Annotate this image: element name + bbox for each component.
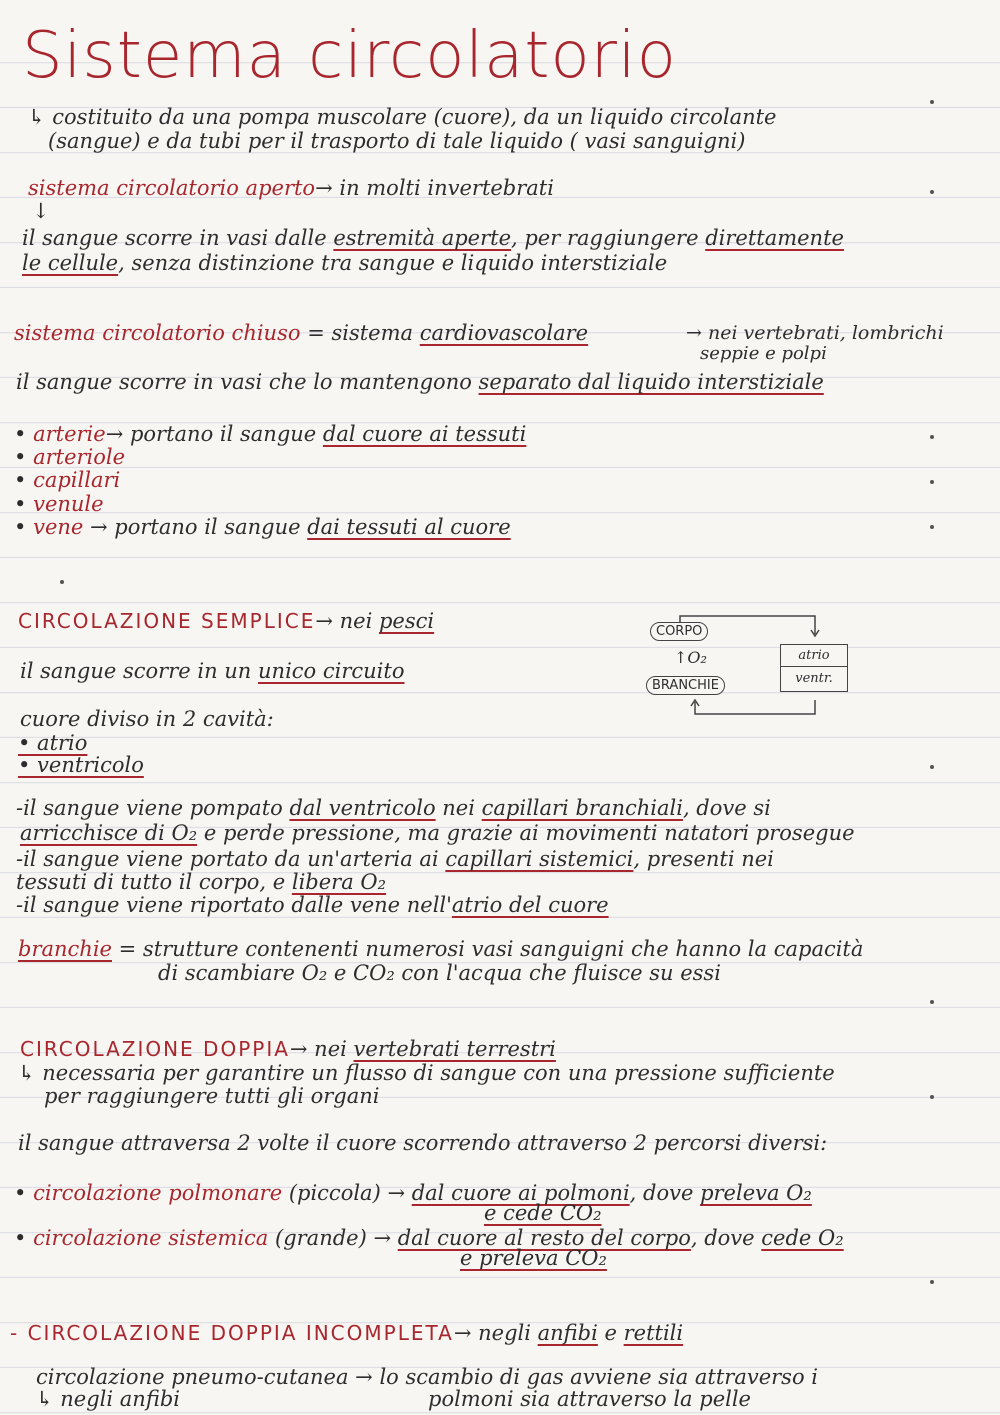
incomplete-heading-line: - CIRCOLAZIONE DOPPIA INCOMPLETA→ negli anfibi e rettili	[10, 1321, 684, 1345]
page-title: Sistema circolatorio	[22, 19, 677, 93]
margin-dot	[930, 100, 934, 104]
o2-label: ↑O₂	[674, 648, 707, 667]
open-system-desc-1: il sangue scorre in vasi dalle estremità aperte, per raggiungere direttamente	[22, 226, 844, 250]
simple-para-2: arricchisce di O₂ e perde pressione, ma grazie ai movimenti natatori prosegue	[20, 821, 855, 845]
open-system-line	[28, 175, 554, 201]
margin-dot	[930, 480, 934, 484]
atrio-box: atrio	[780, 644, 848, 668]
margin-dot	[930, 435, 934, 439]
simple-heading-line: CIRCOLAZIONE SEMPLICE→ nei pesci	[18, 609, 435, 633]
double-heading-line: CIRCOLAZIONE DOPPIA→ nei vertebrati terrestri	[20, 1037, 556, 1061]
systemic-line: • circolazione sistemica (grande) → dal cuore al resto del corpo, dove cede O₂	[14, 1226, 844, 1250]
vessel-item: • venule	[14, 492, 104, 516]
down-arrow: ↓	[32, 199, 50, 223]
margin-dot	[930, 1095, 934, 1099]
systemic-line-2: e preleva CO₂	[460, 1246, 607, 1270]
pulmonary-line: • circolazione polmonare (piccola) → dal cuore ai polmoni, dove preleva O₂	[14, 1181, 812, 1205]
intro-line-1: ↳ costituito da una pompa muscolare (cuore), da un liquido circolante	[28, 105, 777, 129]
vessel-item: • arteriole	[14, 445, 126, 469]
simple-heading: CIRCOLAZIONE SEMPLICE	[18, 609, 316, 633]
incomplete-desc-1: circolazione pneumo-cutanea → lo scambio di gas avviene sia attraverso i	[36, 1365, 818, 1389]
double-desc-3: il sangue attraversa 2 volte il cuore scorrendo attraverso 2 percorsi diversi:	[18, 1131, 828, 1155]
branchie-label: BRANCHIE	[646, 676, 725, 695]
double-desc-2: per raggiungere tutti gli organi	[44, 1084, 380, 1108]
simple-para-1: -il sangue viene pompato dal ventricolo nei capillari branchiali, dove si	[16, 796, 771, 820]
ventricolo-box: ventr.	[780, 666, 848, 692]
heart-desc: cuore diviso in 2 cavità:	[20, 707, 274, 731]
vessel-item: • capillari	[14, 468, 121, 492]
double-heading: CIRCOLAZIONE DOPPIA	[20, 1037, 290, 1061]
open-system-desc-2: le cellule, senza distinzione tra sangue e liquido interstiziale	[22, 251, 668, 275]
gills-term: branchie	[18, 937, 112, 961]
margin-dot	[930, 1280, 934, 1284]
closed-system-arrow: → nei vertebrati, lombrichi	[686, 322, 944, 344]
incomplete-desc-2b: polmoni sia attraverso la pelle	[428, 1387, 751, 1411]
intro-line-2: (sangue) e da tubi per il trasporto di tale liquido ( vasi sanguigni)	[48, 129, 746, 153]
closed-system-desc: il sangue scorre in vasi che lo mantengono separato dal liquido interstiziale	[16, 370, 824, 394]
gills-definition-1: branchie = strutture contenenti numerosi vasi sanguigni che hanno la capacità	[18, 937, 864, 961]
incomplete-desc-2a: ↳ negli anfibi	[36, 1387, 180, 1411]
margin-dot	[930, 190, 934, 194]
closed-system-line: sistema circolatorio chiuso = sistema cardiovascolare	[14, 321, 589, 345]
vessel-item: • arterie→ portano il sangue dal cuore ai tessuti	[14, 422, 527, 446]
double-desc-1: ↳ necessaria per garantire un flusso di sangue con una pressione sufficiente	[18, 1061, 835, 1085]
margin-dot	[930, 1000, 934, 1004]
chamber-atrio: • atrio	[18, 731, 88, 755]
pulmonary-line-2: e cede CO₂	[484, 1201, 602, 1225]
gills-definition-2: di scambiare O₂ e CO₂ con l'acqua che fluisce su essi	[158, 961, 721, 985]
vessel-item: • vene → portano il sangue dai tessuti al cuore	[14, 515, 511, 539]
fish-circulation-diagram	[640, 610, 870, 725]
closed-system-heading: sistema circolatorio chiuso	[14, 321, 301, 345]
simple-para-4: tessuti di tutto il corpo, e libera O₂	[16, 870, 387, 894]
open-system-heading: sistema circolatorio aperto	[28, 176, 316, 200]
margin-dot	[930, 765, 934, 769]
incomplete-heading: - CIRCOLAZIONE DOPPIA INCOMPLETA	[10, 1321, 454, 1345]
simple-para-3: -il sangue viene portato da un'arteria ai capillari sistemici, presenti nei	[16, 847, 774, 871]
closed-system-arrow-2: seppie e polpi	[700, 343, 827, 364]
corpo-label: CORPO	[650, 622, 708, 641]
margin-dot	[930, 525, 934, 529]
simple-desc: il sangue scorre in un unico circuito	[20, 659, 405, 683]
margin-dot	[60, 580, 64, 584]
open-system-arrow: → in molti invertebrati	[315, 176, 554, 200]
chamber-ventricolo: • ventricolo	[18, 753, 144, 777]
simple-para-5: -il sangue viene riportato dalle vene nell'atrio del cuore	[16, 893, 609, 917]
